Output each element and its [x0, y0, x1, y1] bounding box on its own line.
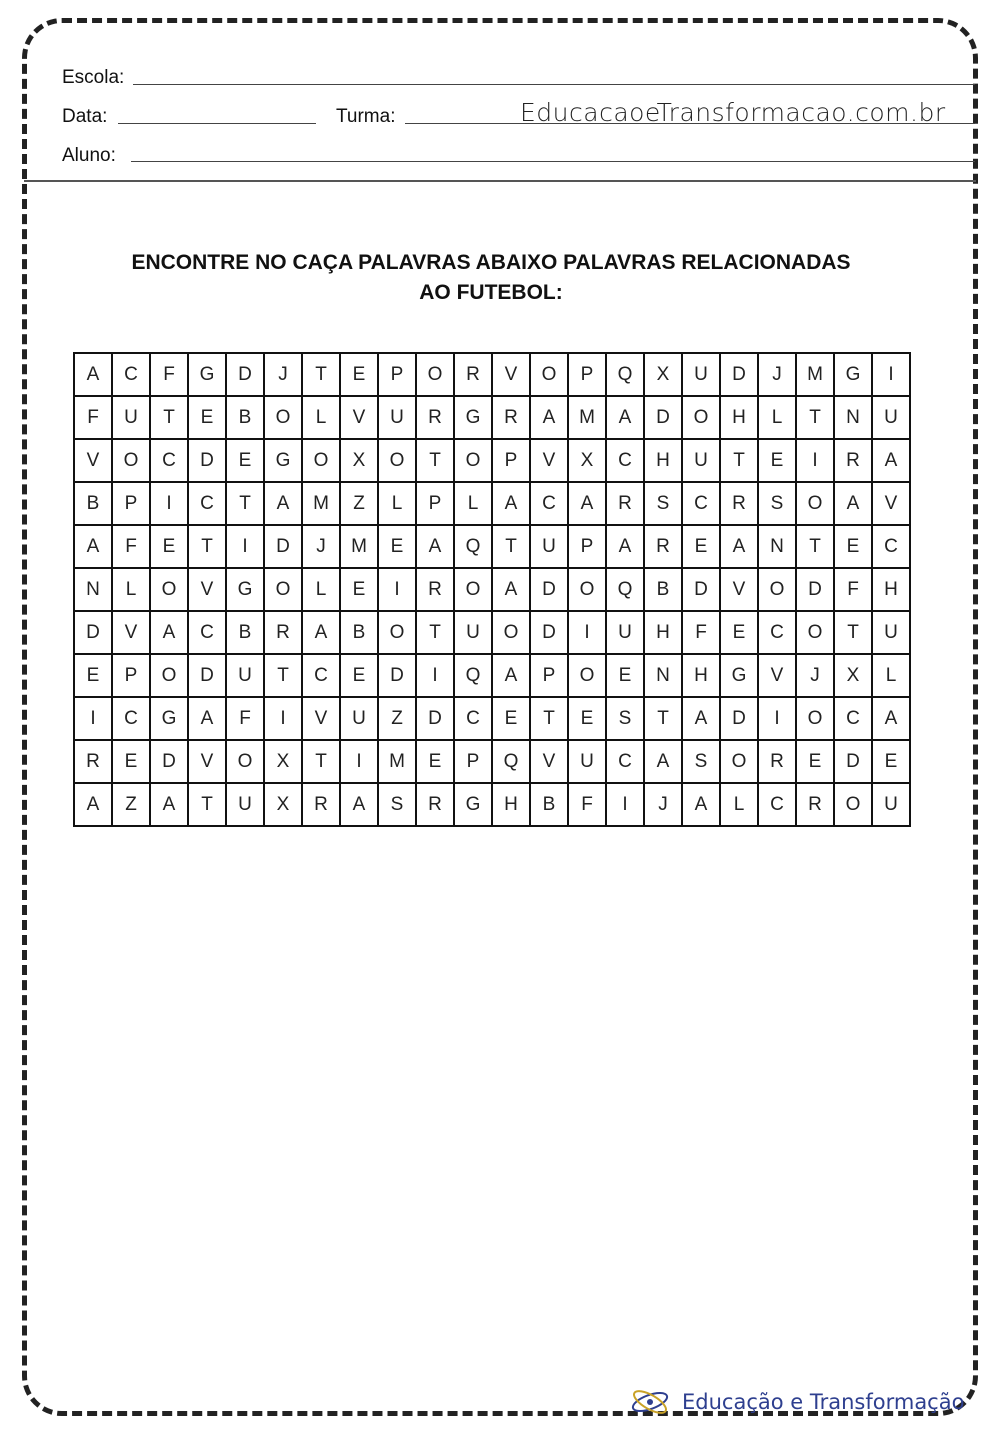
grid-cell[interactable]: A: [872, 697, 910, 740]
word-search-grid: [73, 352, 911, 827]
grid-cell[interactable]: E: [188, 396, 226, 439]
grid-cell[interactable]: E: [112, 740, 150, 783]
grid-cell[interactable]: R: [492, 396, 530, 439]
grid-cell[interactable]: X: [568, 439, 606, 482]
grid-cell[interactable]: V: [112, 611, 150, 654]
grid-cell[interactable]: R: [796, 783, 834, 826]
grid-cell[interactable]: I: [226, 525, 264, 568]
grid-cell[interactable]: H: [720, 396, 758, 439]
grid-cell[interactable]: F: [74, 396, 112, 439]
grid-cell[interactable]: U: [530, 525, 568, 568]
grid-cell[interactable]: E: [720, 611, 758, 654]
grid-cell[interactable]: Q: [606, 353, 644, 396]
grid-cell[interactable]: R: [416, 396, 454, 439]
grid-cell[interactable]: I: [758, 697, 796, 740]
grid-cell[interactable]: T: [644, 697, 682, 740]
grid-cell[interactable]: I: [378, 568, 416, 611]
instructions-heading: [60, 248, 922, 308]
grid-cell[interactable]: U: [872, 396, 910, 439]
grid-cell[interactable]: I: [264, 697, 302, 740]
grid-cell[interactable]: A: [530, 396, 568, 439]
grid-cell[interactable]: M: [568, 396, 606, 439]
grid-cell[interactable]: U: [606, 611, 644, 654]
grid-cell[interactable]: C: [530, 482, 568, 525]
grid-cell[interactable]: A: [150, 611, 188, 654]
grid-cell[interactable]: E: [378, 525, 416, 568]
grid-cell[interactable]: J: [796, 654, 834, 697]
grid-cell[interactable]: V: [872, 482, 910, 525]
grid-cell[interactable]: U: [112, 396, 150, 439]
grid-cell[interactable]: A: [74, 353, 112, 396]
grid-cell[interactable]: J: [302, 525, 340, 568]
grid-cell[interactable]: O: [454, 568, 492, 611]
grid-cell[interactable]: A: [606, 396, 644, 439]
grid-cell[interactable]: T: [226, 482, 264, 525]
grid-cell[interactable]: A: [188, 697, 226, 740]
grid-cell[interactable]: C: [112, 353, 150, 396]
grid-cell[interactable]: A: [568, 482, 606, 525]
grid-cell[interactable]: T: [530, 697, 568, 740]
grid-cell[interactable]: I: [340, 740, 378, 783]
grid-cell[interactable]: A: [644, 740, 682, 783]
grid-cell[interactable]: E: [758, 439, 796, 482]
grid-cell[interactable]: D: [74, 611, 112, 654]
grid-cell[interactable]: D: [416, 697, 454, 740]
grid-cell[interactable]: V: [758, 654, 796, 697]
grid-cell[interactable]: O: [758, 568, 796, 611]
grid-cell[interactable]: I: [872, 353, 910, 396]
grid-cell[interactable]: X: [644, 353, 682, 396]
grid-cell[interactable]: L: [302, 568, 340, 611]
grid-cell[interactable]: R: [74, 740, 112, 783]
grid-cell[interactable]: O: [796, 482, 834, 525]
grid-cell[interactable]: D: [834, 740, 872, 783]
grid-cell[interactable]: D: [644, 396, 682, 439]
grid-row: [74, 697, 910, 740]
grid-cell[interactable]: A: [682, 783, 720, 826]
grid-cell[interactable]: I: [568, 611, 606, 654]
grid-cell[interactable]: T: [264, 654, 302, 697]
grid-cell[interactable]: Q: [454, 654, 492, 697]
grid-cell[interactable]: X: [340, 439, 378, 482]
grid-cell[interactable]: J: [758, 353, 796, 396]
escola-label: Escola:: [62, 67, 125, 88]
grid-cell[interactable]: C: [872, 525, 910, 568]
grid-cell[interactable]: Q: [492, 740, 530, 783]
grid-cell[interactable]: L: [758, 396, 796, 439]
footer-logo-text: Educação e Transformação: [682, 1390, 965, 1414]
grid-cell[interactable]: R: [416, 783, 454, 826]
grid-cell[interactable]: V: [340, 396, 378, 439]
grid-cell[interactable]: B: [340, 611, 378, 654]
grid-cell[interactable]: A: [492, 482, 530, 525]
grid-cell[interactable]: X: [264, 740, 302, 783]
grid-cell[interactable]: S: [682, 740, 720, 783]
grid-cell[interactable]: F: [112, 525, 150, 568]
data-label: Data:: [62, 106, 108, 127]
grid-row: [74, 525, 910, 568]
grid-cell[interactable]: F: [226, 697, 264, 740]
turma-label: Turma:: [336, 106, 396, 127]
grid-cell[interactable]: U: [454, 611, 492, 654]
grid-cell[interactable]: L: [720, 783, 758, 826]
grid-cell[interactable]: C: [758, 783, 796, 826]
grid-cell[interactable]: V: [188, 740, 226, 783]
grid-cell[interactable]: B: [74, 482, 112, 525]
grid-cell[interactable]: T: [416, 611, 454, 654]
grid-cell[interactable]: I: [74, 697, 112, 740]
grid-cell[interactable]: E: [226, 439, 264, 482]
grid-cell[interactable]: U: [226, 783, 264, 826]
grid-cell[interactable]: C: [834, 697, 872, 740]
grid-cell[interactable]: U: [340, 697, 378, 740]
grid-cell[interactable]: G: [188, 353, 226, 396]
grid-cell[interactable]: V: [188, 568, 226, 611]
grid-cell[interactable]: D: [188, 439, 226, 482]
grid-cell[interactable]: E: [340, 568, 378, 611]
grid-cell[interactable]: A: [720, 525, 758, 568]
grid-cell[interactable]: T: [302, 353, 340, 396]
grid-cell[interactable]: P: [568, 525, 606, 568]
grid-cell[interactable]: D: [530, 568, 568, 611]
grid-cell[interactable]: J: [264, 353, 302, 396]
grid-cell[interactable]: E: [872, 740, 910, 783]
grid-cell[interactable]: C: [150, 439, 188, 482]
grid-cell[interactable]: D: [264, 525, 302, 568]
grid-cell[interactable]: H: [492, 783, 530, 826]
grid-cell[interactable]: T: [188, 783, 226, 826]
grid-cell[interactable]: I: [606, 783, 644, 826]
grid-cell[interactable]: E: [150, 525, 188, 568]
grid-cell[interactable]: G: [226, 568, 264, 611]
grid-cell[interactable]: A: [74, 783, 112, 826]
grid-cell[interactable]: U: [872, 611, 910, 654]
grid-cell[interactable]: B: [530, 783, 568, 826]
grid-cell[interactable]: V: [530, 740, 568, 783]
header-divider: [24, 180, 976, 182]
grid-cell[interactable]: U: [226, 654, 264, 697]
grid-cell[interactable]: O: [264, 568, 302, 611]
grid-cell[interactable]: A: [834, 482, 872, 525]
grid-cell[interactable]: B: [226, 396, 264, 439]
grid-cell[interactable]: P: [454, 740, 492, 783]
grid-cell[interactable]: B: [644, 568, 682, 611]
grid-cell[interactable]: F: [568, 783, 606, 826]
grid-cell[interactable]: E: [492, 697, 530, 740]
grid-cell[interactable]: O: [834, 783, 872, 826]
grid-cell[interactable]: G: [454, 396, 492, 439]
grid-cell[interactable]: V: [302, 697, 340, 740]
grid-cell[interactable]: E: [74, 654, 112, 697]
grid-cell[interactable]: D: [150, 740, 188, 783]
grid-cell[interactable]: G: [454, 783, 492, 826]
grid-cell[interactable]: M: [302, 482, 340, 525]
grid-cell[interactable]: T: [720, 439, 758, 482]
grid-cell[interactable]: A: [682, 697, 720, 740]
grid-cell[interactable]: O: [568, 568, 606, 611]
grid-cell[interactable]: O: [112, 439, 150, 482]
grid-cell[interactable]: O: [568, 654, 606, 697]
grid-cell[interactable]: Z: [378, 697, 416, 740]
grid-cell[interactable]: T: [796, 525, 834, 568]
grid-cell[interactable]: S: [644, 482, 682, 525]
grid-cell[interactable]: O: [682, 396, 720, 439]
grid-cell[interactable]: U: [872, 783, 910, 826]
grid-row: [74, 482, 910, 525]
grid-cell[interactable]: P: [492, 439, 530, 482]
grid-cell[interactable]: U: [378, 396, 416, 439]
grid-row: [74, 353, 910, 396]
grid-cell[interactable]: C: [606, 439, 644, 482]
grid-cell[interactable]: G: [264, 439, 302, 482]
data-field[interactable]: [118, 123, 316, 124]
grid-cell[interactable]: I: [150, 482, 188, 525]
grid-cell[interactable]: X: [264, 783, 302, 826]
grid-cell[interactable]: O: [720, 740, 758, 783]
grid-cell[interactable]: O: [150, 654, 188, 697]
grid-cell[interactable]: A: [150, 783, 188, 826]
grid-cell[interactable]: N: [74, 568, 112, 611]
grid-cell[interactable]: O: [378, 439, 416, 482]
grid-row: [74, 740, 910, 783]
grid-cell[interactable]: U: [568, 740, 606, 783]
atom-icon: [628, 1384, 676, 1420]
grid-cell[interactable]: A: [74, 525, 112, 568]
grid-cell[interactable]: R: [302, 783, 340, 826]
grid-cell[interactable]: L: [112, 568, 150, 611]
grid-cell[interactable]: E: [340, 654, 378, 697]
grid-cell[interactable]: E: [416, 740, 454, 783]
aluno-label: Aluno:: [62, 145, 116, 166]
grid-cell[interactable]: O: [302, 439, 340, 482]
grid-cell[interactable]: B: [226, 611, 264, 654]
grid-cell[interactable]: E: [796, 740, 834, 783]
grid-cell[interactable]: R: [606, 482, 644, 525]
grid-cell[interactable]: O: [378, 611, 416, 654]
grid-cell[interactable]: T: [796, 396, 834, 439]
grid-cell[interactable]: L: [454, 482, 492, 525]
grid-cell[interactable]: S: [378, 783, 416, 826]
grid-cell[interactable]: C: [454, 697, 492, 740]
grid-cell[interactable]: O: [150, 568, 188, 611]
grid-cell[interactable]: O: [416, 353, 454, 396]
grid-cell[interactable]: C: [758, 611, 796, 654]
grid-cell[interactable]: D: [378, 654, 416, 697]
grid-cell[interactable]: H: [644, 611, 682, 654]
grid-cell[interactable]: G: [720, 654, 758, 697]
grid-cell[interactable]: D: [682, 568, 720, 611]
heading-line-1: ENCONTRE NO CAÇA PALAVRAS ABAIXO PALAVRAS RELACIONADAS: [131, 251, 851, 274]
grid-cell[interactable]: D: [226, 353, 264, 396]
grid-row: [74, 396, 910, 439]
grid-cell[interactable]: C: [606, 740, 644, 783]
grid-cell[interactable]: Z: [112, 783, 150, 826]
grid-cell[interactable]: A: [340, 783, 378, 826]
grid-cell[interactable]: T: [302, 740, 340, 783]
grid-cell[interactable]: P: [416, 482, 454, 525]
grid-cell[interactable]: H: [682, 654, 720, 697]
grid-cell[interactable]: S: [758, 482, 796, 525]
grid-cell[interactable]: M: [340, 525, 378, 568]
grid-cell[interactable]: O: [226, 740, 264, 783]
grid-cell[interactable]: C: [188, 611, 226, 654]
grid-cell[interactable]: S: [606, 697, 644, 740]
grid-cell[interactable]: A: [492, 654, 530, 697]
grid-cell[interactable]: T: [834, 611, 872, 654]
grid-cell[interactable]: O: [796, 697, 834, 740]
grid-cell[interactable]: P: [112, 482, 150, 525]
grid-cell[interactable]: E: [340, 353, 378, 396]
heading-line-2: AO FUTEBOL:: [419, 281, 563, 304]
grid-cell[interactable]: H: [872, 568, 910, 611]
grid-cell[interactable]: D: [720, 697, 758, 740]
grid-cell[interactable]: R: [834, 439, 872, 482]
grid-cell[interactable]: F: [682, 611, 720, 654]
site-url-watermark: EducacaoeTransformacao.com.br: [520, 98, 946, 127]
grid-cell[interactable]: R: [416, 568, 454, 611]
grid-cell[interactable]: E: [606, 654, 644, 697]
grid-cell[interactable]: G: [150, 697, 188, 740]
grid-cell[interactable]: D: [720, 353, 758, 396]
grid-cell[interactable]: C: [682, 482, 720, 525]
grid-cell[interactable]: M: [796, 353, 834, 396]
grid-cell[interactable]: O: [530, 353, 568, 396]
grid-cell[interactable]: R: [720, 482, 758, 525]
grid-row: [74, 654, 910, 697]
grid-row: [74, 568, 910, 611]
grid-cell[interactable]: R: [758, 740, 796, 783]
grid-row: [74, 611, 910, 654]
grid-cell[interactable]: T: [492, 525, 530, 568]
grid-cell[interactable]: D: [796, 568, 834, 611]
grid-cell[interactable]: G: [834, 353, 872, 396]
grid-cell[interactable]: M: [378, 740, 416, 783]
grid-cell[interactable]: D: [188, 654, 226, 697]
grid-cell[interactable]: I: [416, 654, 454, 697]
grid-cell[interactable]: E: [834, 525, 872, 568]
grid-cell[interactable]: N: [644, 654, 682, 697]
grid-cell[interactable]: T: [188, 525, 226, 568]
grid-cell[interactable]: A: [264, 482, 302, 525]
grid-cell[interactable]: V: [720, 568, 758, 611]
grid-cell[interactable]: U: [682, 353, 720, 396]
grid-cell[interactable]: Q: [606, 568, 644, 611]
grid-cell[interactable]: C: [112, 697, 150, 740]
grid-cell[interactable]: P: [530, 654, 568, 697]
grid-cell[interactable]: N: [758, 525, 796, 568]
footer-logo: [628, 1384, 964, 1420]
grid-cell[interactable]: F: [834, 568, 872, 611]
grid-cell[interactable]: O: [492, 611, 530, 654]
grid-cell[interactable]: Q: [454, 525, 492, 568]
grid-cell[interactable]: O: [264, 396, 302, 439]
grid-cell[interactable]: I: [796, 439, 834, 482]
grid-cell[interactable]: P: [112, 654, 150, 697]
grid-cell[interactable]: P: [568, 353, 606, 396]
grid-cell[interactable]: E: [682, 525, 720, 568]
grid-cell[interactable]: O: [454, 439, 492, 482]
grid-cell[interactable]: N: [834, 396, 872, 439]
grid-cell[interactable]: J: [644, 783, 682, 826]
grid-cell[interactable]: H: [644, 439, 682, 482]
aluno-field[interactable]: [131, 161, 975, 162]
grid-cell[interactable]: V: [530, 439, 568, 482]
grid-cell[interactable]: C: [188, 482, 226, 525]
grid-cell[interactable]: A: [606, 525, 644, 568]
grid-cell[interactable]: C: [302, 654, 340, 697]
grid-cell[interactable]: T: [150, 396, 188, 439]
grid-cell[interactable]: A: [302, 611, 340, 654]
grid-cell[interactable]: A: [872, 439, 910, 482]
grid-cell[interactable]: Z: [340, 482, 378, 525]
grid-row: [74, 783, 910, 826]
grid-cell[interactable]: V: [74, 439, 112, 482]
grid-row: [74, 439, 910, 482]
grid-cell[interactable]: R: [264, 611, 302, 654]
grid-cell[interactable]: U: [682, 439, 720, 482]
grid-cell[interactable]: L: [378, 482, 416, 525]
grid-cell[interactable]: F: [150, 353, 188, 396]
grid-cell[interactable]: P: [378, 353, 416, 396]
grid-cell[interactable]: A: [492, 568, 530, 611]
escola-field[interactable]: [133, 84, 975, 85]
grid-cell[interactable]: D: [530, 611, 568, 654]
grid-cell[interactable]: E: [568, 697, 606, 740]
grid-cell[interactable]: V: [492, 353, 530, 396]
grid-cell[interactable]: R: [454, 353, 492, 396]
grid-cell[interactable]: R: [644, 525, 682, 568]
grid-cell[interactable]: L: [872, 654, 910, 697]
grid-cell[interactable]: L: [302, 396, 340, 439]
grid-cell[interactable]: T: [416, 439, 454, 482]
grid-cell[interactable]: X: [834, 654, 872, 697]
grid-cell[interactable]: A: [416, 525, 454, 568]
grid-cell[interactable]: O: [796, 611, 834, 654]
